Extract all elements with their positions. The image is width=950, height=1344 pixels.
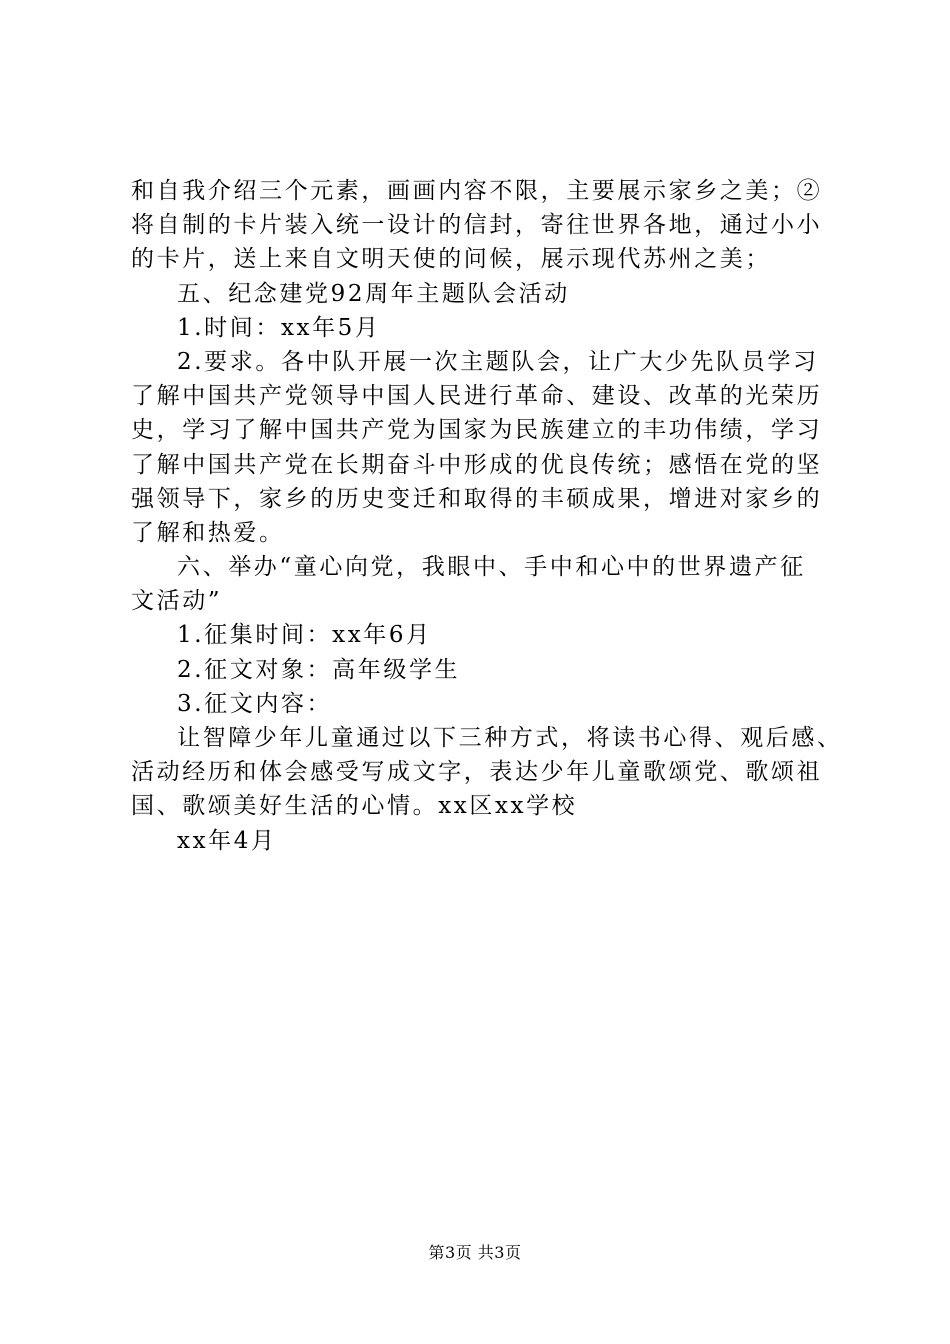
- text-line: 2.征文对象：高年级学生: [177, 656, 461, 683]
- text-line: 史，学习了解中国共产党为国家为民族建立的丰功伟绩，学习: [131, 417, 823, 444]
- text-line: 1.征集时间：xx年6月: [177, 622, 432, 649]
- page-footer: 第3页 共3页: [428, 1243, 522, 1262]
- document-body: [131, 174, 843, 858]
- date-line: xx年4月: [177, 827, 277, 854]
- text-line: 国、歌颂美好生活的心情。xx区xx学校: [131, 793, 578, 820]
- text-line: 1.时间：xx年5月: [177, 314, 381, 341]
- text-line: 活动经历和体会感受写成文字，表达少年儿童歌颂党、歌颂祖: [131, 759, 823, 786]
- text-line: 了解中国共产党领导中国人民进行革命、建设、改革的光荣历: [131, 383, 823, 410]
- text-line: 将自制的卡片装入统一设计的信封，寄往世界各地，通过小小: [131, 212, 823, 239]
- section-heading-six: 六、举办“童心向党，我眼中、手中和心中的世界遗产征: [177, 554, 806, 581]
- text-line: 了解中国共产党在长期奋斗中形成的优良传统；感悟在党的坚: [131, 451, 823, 478]
- text-line: 2.要求。各中队开展一次主题队会，让广大少先队员学习: [177, 348, 819, 375]
- text-line: 的卡片，送上来自文明天使的问候，展示现代苏州之美；: [131, 246, 771, 273]
- text-line: 文活动”: [131, 588, 223, 615]
- text-line: 让智障少年儿童通过以下三种方式，将读书心得、观后感、: [177, 725, 843, 751]
- section-heading-five: 五、纪念建党92周年主题队会活动: [177, 280, 570, 307]
- text-line: 3.征文内容：: [177, 690, 333, 717]
- text-line: 强领导下，家乡的历史变迁和取得的丰硕成果，增进对家乡的: [131, 485, 823, 512]
- text-line: 了解和热爱。: [131, 519, 285, 546]
- text-line: 和自我介绍三个元素，画画内容不限，主要展示家乡之美；②: [131, 178, 823, 204]
